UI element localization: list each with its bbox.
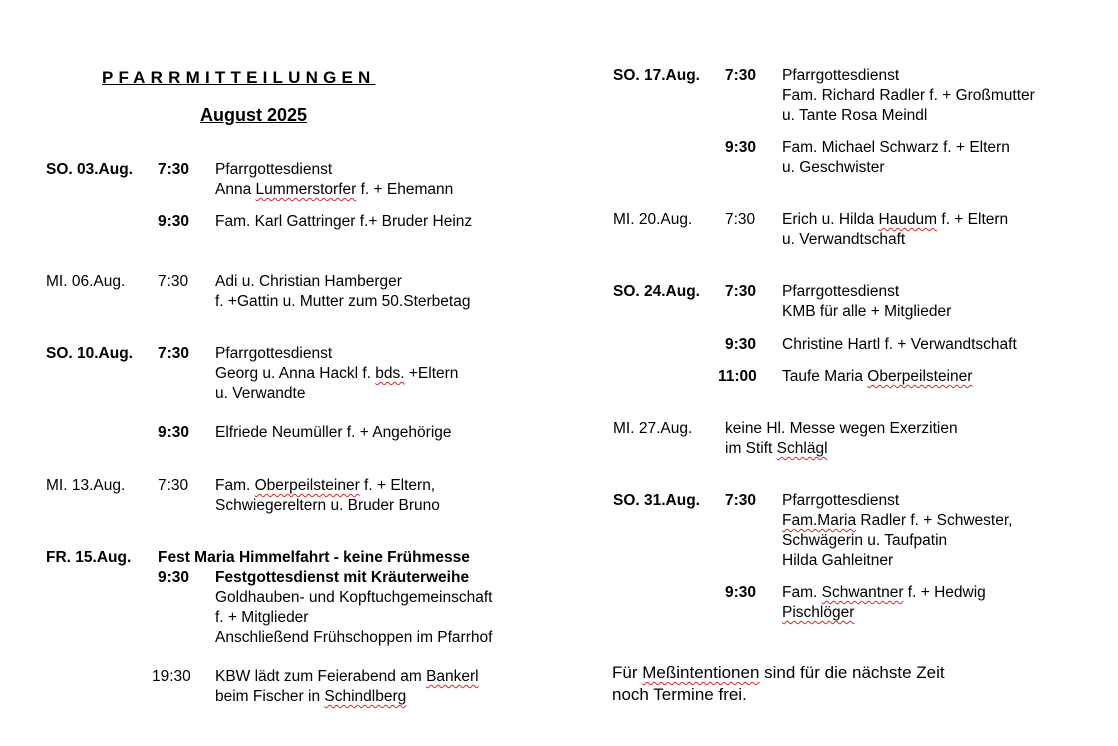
- entry-text: Pfarrgottesdienst: [782, 67, 900, 84]
- entry-time: 7:30: [725, 283, 757, 300]
- entry-text: Pischlöger: [782, 604, 855, 621]
- entry-time: 9:30: [158, 213, 190, 230]
- entry-date: SO. 31.Aug.: [613, 492, 700, 509]
- entry-time: 7:30: [725, 67, 757, 84]
- entry-text: u. Geschwister: [782, 159, 885, 176]
- entry-text: Pfarrgottesdienst: [782, 283, 900, 300]
- entry-text: Pfarrgottesdienst: [215, 345, 333, 362]
- entry-text: Anschließend Frühschoppen im Pfarrhof: [215, 629, 493, 646]
- entry-date: MI. 06.Aug.: [46, 273, 126, 290]
- entry-text: Pfarrgottesdienst: [782, 492, 900, 509]
- entry-text: Fam. Schwantner f. + Hedwig: [782, 584, 986, 601]
- entry-text: u. Tante Rosa Meindl: [782, 107, 928, 124]
- entry-text: beim Fischer in Schindlberg: [215, 688, 407, 705]
- page-title: PFARRMITTEILUNGEN: [102, 68, 376, 87]
- entry-text: f. +Gattin u. Mutter zum 50.Sterbetag: [215, 293, 471, 310]
- entry-time: 9:30: [725, 336, 757, 353]
- entry-text: Goldhauben- und Kopftuchgemeinschaft: [215, 589, 493, 606]
- entry-time: 7:30: [725, 492, 757, 509]
- entry-time: 9:30: [158, 569, 190, 586]
- entry-time: 11:00: [718, 368, 757, 385]
- entry-text: u. Verwandtschaft: [782, 231, 906, 248]
- entry-time: 9:30: [725, 139, 757, 156]
- entry-text: f. + Mitglieder: [215, 609, 309, 626]
- page-subtitle: August 2025: [200, 105, 308, 125]
- entry-text: KMB für alle + Mitglieder: [782, 303, 952, 320]
- entry-text: Pfarrgottesdienst: [215, 161, 333, 178]
- entry-text: Hilda Gahleitner: [782, 552, 894, 569]
- entry-date: SO. 24.Aug.: [613, 283, 700, 300]
- entry-text: u. Verwandte: [215, 385, 306, 402]
- entry-time: 9:30: [725, 584, 757, 601]
- entry-time: 19:30: [152, 668, 191, 685]
- entry-text: Christine Hartl f. + Verwandtschaft: [782, 336, 1017, 353]
- entry-text: Fam. Karl Gattringer f.+ Bruder Heinz: [215, 213, 473, 230]
- entry-time: 7:30: [158, 161, 190, 178]
- entry-text: Schwiegereltern u. Bruder Bruno: [215, 497, 440, 514]
- entry-text: Georg u. Anna Hackl f. bds. +Eltern: [215, 365, 459, 382]
- entry-time: 7:30: [158, 273, 189, 290]
- entry-text: Anna Lummerstorfer f. + Ehemann: [215, 181, 454, 198]
- entry-time: 9:30: [158, 424, 190, 441]
- entry-date: SO. 10.Aug.: [46, 345, 133, 362]
- entry-time: 7:30: [158, 477, 189, 494]
- entry-text: KBW lädt zum Feierabend am Bankerl: [215, 668, 479, 685]
- entry-text: Fam. Michael Schwarz f. + Eltern: [782, 139, 1010, 156]
- entry-date: MI. 20.Aug.: [613, 211, 693, 228]
- entry-time: 7:30: [725, 211, 756, 228]
- entry-text: keine Hl. Messe wegen Exerzitien: [725, 420, 958, 437]
- entry-date: SO. 03.Aug.: [46, 161, 133, 178]
- entry-text: Elfriede Neumüller f. + Angehörige: [215, 424, 452, 441]
- footer-note: Für Meßintentionen sind für die nächste Zeit: [612, 663, 945, 682]
- entry-text: Adi u. Christian Hamberger: [215, 273, 402, 290]
- footer-note: noch Termine frei.: [612, 685, 747, 704]
- entry-date: FR. 15.Aug.: [46, 549, 132, 566]
- entry-text: Erich u. Hilda Haudum f. + Eltern: [782, 211, 1009, 228]
- entry-text: Fam.Maria Radler f. + Schwester,: [782, 512, 1013, 529]
- entry-text: Taufe Maria Oberpeilsteiner: [782, 368, 973, 385]
- entry-text: Fam. Richard Radler f. + Großmutter: [782, 87, 1035, 104]
- entry-text: Schwägerin u. Taufpatin: [782, 532, 948, 549]
- entry-text: Fam. Oberpeilsteiner f. + Eltern,: [215, 477, 436, 494]
- entry-heading: Fest Maria Himmelfahrt - keine Frühmesse: [158, 549, 470, 566]
- entry-text: im Stift Schlägl: [725, 440, 828, 457]
- entry-date: MI. 27.Aug.: [613, 420, 693, 437]
- entry-date: MI. 13.Aug.: [46, 477, 126, 494]
- entry-text: Festgottesdienst mit Kräuterweihe: [215, 569, 470, 586]
- entry-time: 7:30: [158, 345, 190, 362]
- entry-date: SO. 17.Aug.: [613, 67, 700, 84]
